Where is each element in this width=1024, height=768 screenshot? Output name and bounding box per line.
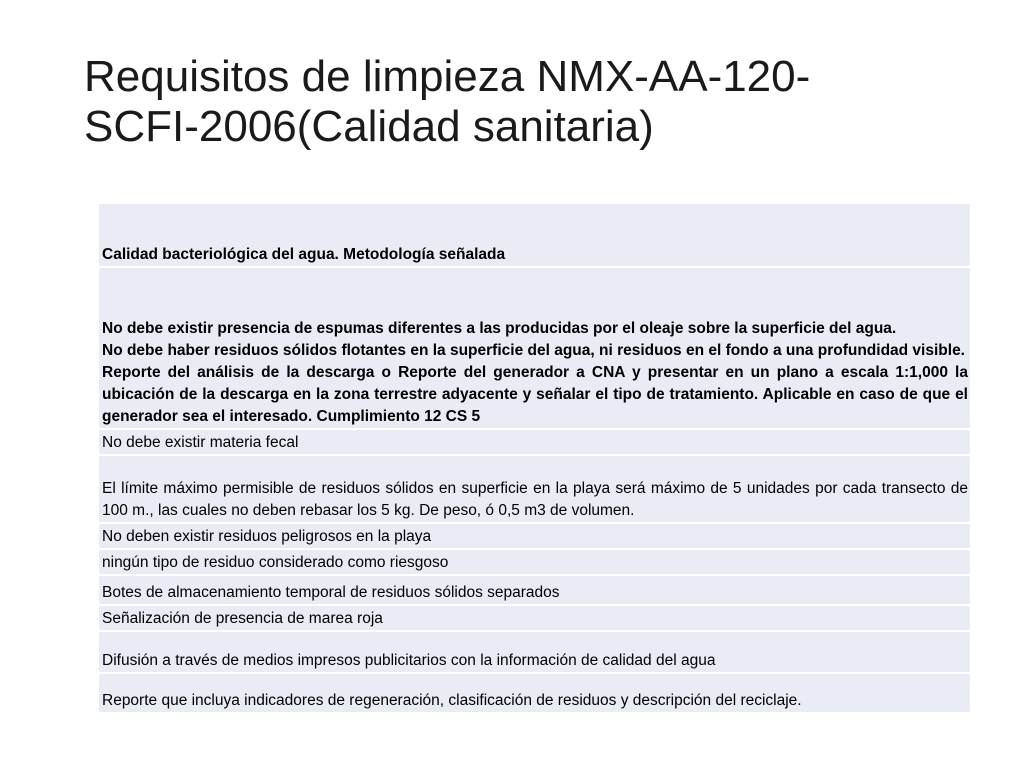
table-cell: El límite máximo permisible de residuos sólidos en superficie en la playa será máximo de 5 unidades por cada transecto de 100 m., las cuales no deben rebasar los 5 kg. De peso, ó 0,5 m3 de volumen. (99, 455, 970, 523)
slide-title (84, 52, 984, 152)
cell-paragraph: No debe existir presencia de espumas diferentes a las producidas por el oleaje sobre la superficie del agua. (102, 320, 897, 337)
slide-title-line-1: Requisitos de limpieza NMX-AA-120- (84, 52, 811, 101)
table-cell: Difusión a través de medios impresos publicitarios con la información de calidad del agua (99, 631, 970, 673)
table-cell: Reporte que incluya indicadores de regeneración, clasificación de residuos y descripción del reciclaje. (99, 673, 970, 713)
table-cell: Botes de almacenamiento temporal de residuos sólidos separados (99, 575, 970, 605)
table-row (99, 523, 970, 549)
table-cell: Señalización de presencia de marea roja (99, 605, 970, 631)
cell-paragraph: Reporte del análisis de la descarga o Reporte del generador a CNA y presentar en un plano a escala 1:1,000 la ubicación de la descarga en la zona terrestre adyacente y señalar el tipo de tratamiento. Aplicable en caso de que el generador sea el interesado. Cumplimiento 12 CS 5 (102, 364, 968, 425)
table-row (99, 673, 970, 713)
table-row (99, 605, 970, 631)
table-row (99, 455, 970, 523)
table-row (99, 267, 970, 429)
table-cell: ningún tipo de residuo considerado como riesgoso (99, 549, 970, 575)
table-row (99, 429, 970, 455)
table-cell: Calidad bacteriológica del agua. Metodología señalada (99, 204, 970, 267)
table-cell: No deben existir residuos peligrosos en la playa (99, 523, 970, 549)
table-row (99, 204, 970, 267)
table-row (99, 575, 970, 605)
table-cell: No debe existir materia fecal (99, 429, 970, 455)
table-row (99, 631, 970, 673)
table-row (99, 549, 970, 575)
slide-title-line-2: SCFI-2006(Calidad sanitaria) (84, 102, 654, 151)
table-cell (99, 267, 970, 429)
requirements-table (99, 204, 970, 714)
cell-paragraph: No debe haber residuos sólidos flotantes en la superficie del agua, ni residuos en el fondo a una profundidad visible. (102, 342, 965, 359)
